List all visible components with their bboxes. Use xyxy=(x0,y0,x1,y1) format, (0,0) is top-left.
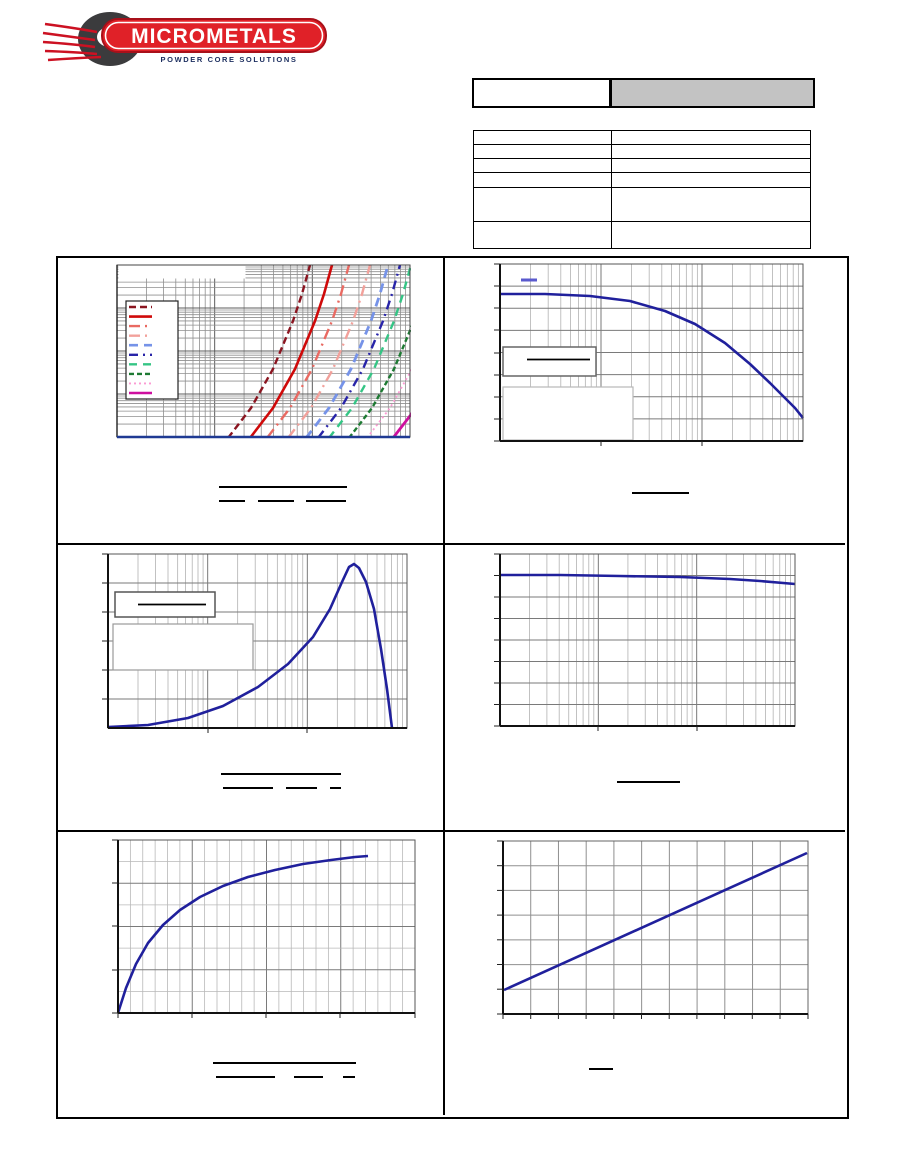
table-label-cell xyxy=(474,188,612,222)
formula-fraction-bar xyxy=(258,500,294,502)
formula-fraction-bar xyxy=(221,773,341,775)
data-series xyxy=(500,575,795,584)
grid xyxy=(503,841,808,1014)
table-value-cell xyxy=(612,131,811,145)
formula-fraction-bar xyxy=(294,1076,323,1078)
table-value-cell xyxy=(612,159,811,173)
chart-title-area xyxy=(119,266,246,279)
formula-box xyxy=(115,592,215,617)
chart-bottom-right-linear xyxy=(493,838,814,1029)
part-number-value-cell xyxy=(611,78,815,108)
table-row xyxy=(474,173,811,188)
logo-subtitle: POWDER CORE SOLUTIONS xyxy=(160,55,298,64)
formula-fraction-bar xyxy=(223,787,273,789)
panel-horizontal-divider-2 xyxy=(56,830,845,832)
formula-box xyxy=(503,347,596,376)
table-label-cell xyxy=(474,145,612,159)
legend xyxy=(126,301,178,399)
table-row xyxy=(474,131,811,145)
panel-vertical-divider xyxy=(443,256,445,1115)
table-row xyxy=(474,188,811,222)
chart-bottom-left-saturation xyxy=(108,837,421,1028)
table-value-cell xyxy=(612,188,811,222)
formula-box xyxy=(503,387,633,440)
part-number-header xyxy=(472,78,815,108)
table-value-cell xyxy=(612,145,811,159)
core-properties-table xyxy=(473,130,811,249)
table-label-cell xyxy=(474,159,612,173)
plot-border xyxy=(503,841,808,1014)
formula-fraction-bar xyxy=(306,500,346,502)
formula-box xyxy=(113,624,253,670)
formula-fraction-bar xyxy=(330,787,341,789)
chart-mid-right-flat xyxy=(490,551,801,741)
formula-fraction-bar xyxy=(617,781,680,783)
data-series xyxy=(504,853,807,990)
formula-fraction-bar xyxy=(589,1068,613,1070)
formula-fraction-bar xyxy=(219,500,245,502)
formula-fraction-bar xyxy=(219,486,347,488)
formula-fraction-bar xyxy=(213,1062,356,1064)
logo-title: MICROMETALS xyxy=(131,25,297,48)
chart-top-right-rolloff xyxy=(490,261,809,456)
part-number-label-cell xyxy=(472,78,611,108)
formula-fraction-bar xyxy=(343,1076,355,1078)
table-row xyxy=(474,159,811,173)
table-value-cell xyxy=(612,222,811,249)
chart-mid-left-peak xyxy=(98,551,413,743)
table-row xyxy=(474,222,811,249)
micrometals-logo xyxy=(33,10,339,72)
panel-horizontal-divider-1 xyxy=(56,543,845,545)
formula-fraction-bar xyxy=(216,1076,275,1078)
table-row xyxy=(474,145,811,159)
axis-ticks xyxy=(497,841,808,1019)
table-value-cell xyxy=(612,173,811,188)
chart-top-left-multi-frequency xyxy=(107,262,416,452)
table-label-cell xyxy=(474,173,612,188)
table-label-cell xyxy=(474,131,612,145)
table-label-cell xyxy=(474,222,612,249)
formula-fraction-bar xyxy=(632,492,689,494)
formula-fraction-bar xyxy=(286,787,317,789)
